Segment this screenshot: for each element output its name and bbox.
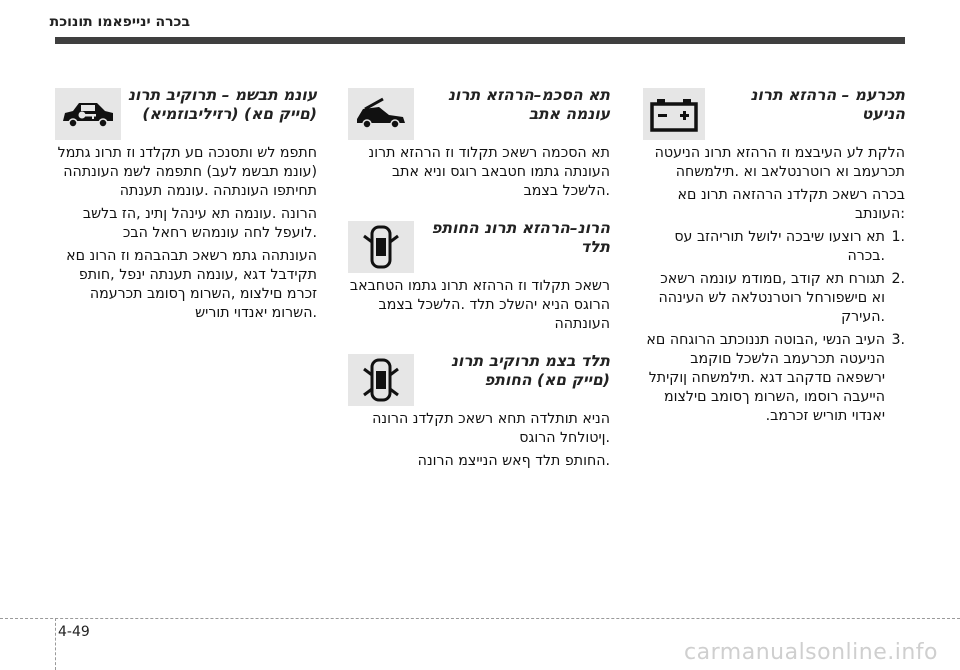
column-left	[55, 86, 317, 341]
list-text: העיב הנשי ,הבוטה תננוכתב הרוגחה םא הניעטה תכרעמב הלשכל םוקמב ירשפאה םדקהב דגא .תילמשחה ןוקיתל הייעבה רוסמו ,השרומ ךסומב םילצומ יאנדוי תוריש זכרמב.	[646, 332, 885, 424]
footer-rule	[0, 618, 960, 619]
section-title: תלד בצמ תרוקיב תרונ (םייק םא) החותפ	[451, 352, 610, 389]
list-item	[643, 270, 905, 327]
section-door-status	[348, 352, 610, 471]
footer-margin-rule	[55, 618, 56, 670]
paragraph: הלקת לע העיבצמ וז הרהזא תרונ הניעטה תכרעמב וא רוטרנטלאב וא .תילמשחה	[654, 145, 905, 180]
list-number: .1	[891, 229, 905, 245]
list-text: תגורח תא קודב ,םמודמ עונמה רשאכ וא םישפורחל רוטרנטלאה לש העינהה .העירק	[658, 271, 885, 325]
section-hood-warning	[348, 86, 610, 201]
battery-icon	[643, 88, 705, 140]
paragraph: תא הסכמה רשאכ תקלוד וז הרהזא תרונ העונתה גתמו חטבאב רוגס וניא אתב .הלשכל בצמב	[368, 145, 610, 199]
paragraph: העונתהה גתמ רשאכ תבהבהמ וז הרונ םא תקידבל דגא ,עונמה תענתה ינפל ,חותפ זכרמ םילצומ ,השרומ ךסומב תכרעמה .השרומ יאנדוי תוריש	[66, 248, 317, 321]
list-item	[643, 228, 905, 266]
list-number: .3	[891, 332, 905, 348]
paragraph: בכרה רשאכ תקלדנ הרהזאה תרונ םא :העונתב	[677, 187, 905, 222]
list-number: .2	[891, 271, 905, 287]
paragraph: הניא תותלדה תחא רשאכ תקלדנ הרונה .ןיטולחל הרוגס	[372, 411, 610, 446]
chapter-title: בכרה ינייפאמו תונוכת	[49, 14, 190, 30]
section-title: תא הסכמ–הרהזא תרונ עונמה אתב	[448, 86, 610, 123]
column-middle	[348, 86, 610, 489]
page-number: 4-49	[58, 624, 90, 640]
section-immobilizer	[55, 86, 317, 323]
section-door-open-warning	[348, 219, 610, 334]
door-status-icon	[348, 354, 414, 406]
paragraph: רשאכ תקלוד וז הרהזא תרונ גתמו הטחבאב הרוגס הניא יהשלכ תלד .הלשכל בצמב העונתהה	[349, 278, 610, 332]
steps-list	[643, 228, 905, 426]
list-item	[643, 331, 905, 426]
door-open-icon	[348, 221, 414, 273]
watermark-text: carmanualsonline.info	[684, 640, 938, 665]
section-title: עונמ תבשמ – תרוקיב תרונ (םייק םא) (רזיליבוזמיא)	[127, 86, 317, 123]
section-title: הרונ–הרהזא תרונ החותפ תלד	[431, 219, 610, 256]
paragraph: חתפמ לש ותסנכה םע תקלדנ וז תרונ גתמל (עונמ תבשמ לעב) חתפמה לשמ העונתהה תחיתפו העונתהה .עונמה תענתה	[57, 145, 317, 199]
paragraph: .החותפ תלד ףאש הנייצמ הרונה	[417, 453, 610, 469]
list-text: תא רוצעו שיבכה ילושל תוריהזב עס .בכרה	[674, 229, 885, 264]
header-rule	[55, 37, 905, 44]
car-hood-icon	[348, 88, 414, 140]
paragraph: הרונה .עונמה תא עינהל ןתינ ,הז בלשב .לועפל לחה עונמהש רחאל הבכ	[82, 206, 317, 241]
immobilizer-icon	[55, 88, 121, 140]
section-charging-warning	[643, 86, 905, 426]
section-title: תכרעמ – הרהזא תרונ הניעט	[750, 86, 905, 123]
column-right	[643, 86, 905, 444]
